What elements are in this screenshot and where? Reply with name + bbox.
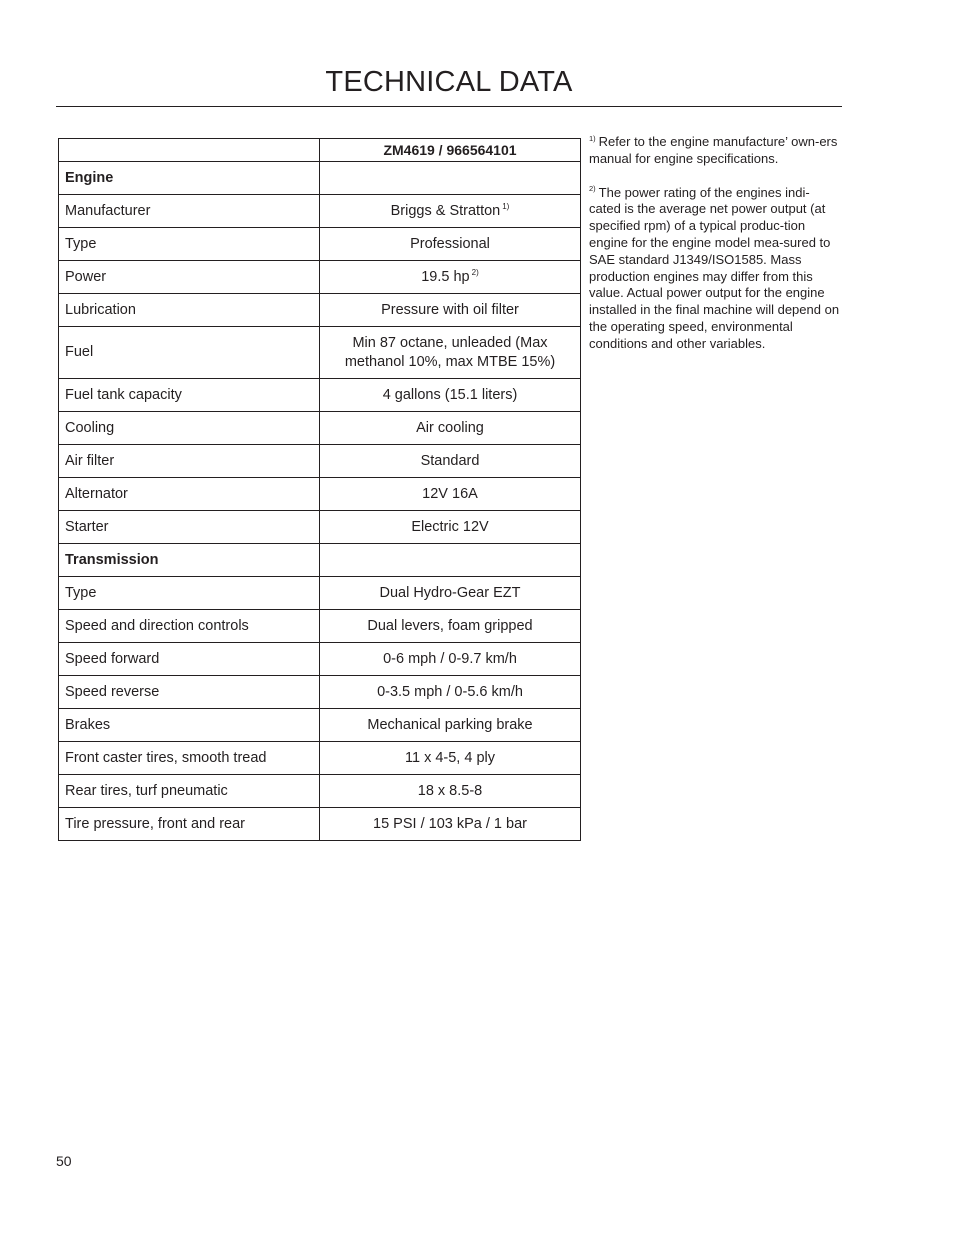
page-title: TECHNICAL DATA bbox=[325, 66, 573, 98]
row-value bbox=[320, 162, 581, 195]
table-row bbox=[59, 228, 581, 261]
section-label: Engine bbox=[59, 162, 320, 195]
row-label: Tire pressure, front and rear bbox=[59, 808, 320, 841]
row-value: Min 87 octane, unleaded (Max methanol 10%, max MTBE 15%) bbox=[320, 327, 581, 379]
table-row bbox=[59, 478, 581, 511]
row-label: Air filter bbox=[59, 445, 320, 478]
row-label: Cooling bbox=[59, 412, 320, 445]
title-divider bbox=[56, 106, 842, 107]
row-label: Front caster tires, smooth tread bbox=[59, 742, 320, 775]
row-label: Type bbox=[59, 577, 320, 610]
table-row bbox=[59, 808, 581, 841]
row-value: 19.5 hp bbox=[421, 268, 470, 285]
section-label: Transmission bbox=[59, 544, 320, 577]
table-row-transmission-section bbox=[59, 544, 581, 577]
row-value: Professional bbox=[320, 228, 581, 261]
row-label: Speed forward bbox=[59, 643, 320, 676]
row-value: Electric 12V bbox=[320, 511, 581, 544]
table-row bbox=[59, 261, 581, 294]
table-row bbox=[59, 709, 581, 742]
row-value bbox=[320, 544, 581, 577]
row-label: Type bbox=[59, 228, 320, 261]
row-value: Dual Hydro-Gear EZT bbox=[320, 577, 581, 610]
row-value: Mechanical parking brake bbox=[320, 709, 581, 742]
footnote-ref: 1) bbox=[502, 201, 510, 211]
table-row-engine-section bbox=[59, 162, 581, 195]
row-value-cell bbox=[320, 195, 581, 228]
technical-data-table bbox=[58, 138, 581, 841]
row-label: Rear tires, turf pneumatic bbox=[59, 775, 320, 808]
header-label-cell bbox=[59, 139, 320, 162]
row-label: Lubrication bbox=[59, 294, 320, 327]
footnote-ref: 2) bbox=[471, 267, 479, 277]
footnotes bbox=[589, 134, 841, 370]
row-value: Dual levers, foam gripped bbox=[320, 610, 581, 643]
row-value: 0-3.5 mph / 0-5.6 km/h bbox=[320, 676, 581, 709]
footnote-2 bbox=[589, 185, 841, 353]
table-row bbox=[59, 195, 581, 228]
table-row bbox=[59, 643, 581, 676]
row-label: Fuel bbox=[59, 327, 320, 379]
row-label: Fuel tank capacity bbox=[59, 379, 320, 412]
row-value: Pressure with oil filter bbox=[320, 294, 581, 327]
row-value: 4 gallons (15.1 liters) bbox=[320, 379, 581, 412]
row-value: Air cooling bbox=[320, 412, 581, 445]
row-label: Starter bbox=[59, 511, 320, 544]
row-label: Manufacturer bbox=[59, 195, 320, 228]
table-row bbox=[59, 511, 581, 544]
table-header-row bbox=[59, 139, 581, 162]
row-label: Brakes bbox=[59, 709, 320, 742]
row-value: 0-6 mph / 0-9.7 km/h bbox=[320, 643, 581, 676]
row-label: Speed and direction controls bbox=[59, 610, 320, 643]
table-row bbox=[59, 327, 581, 379]
table-row bbox=[59, 742, 581, 775]
footnote-marker: 1) bbox=[589, 133, 596, 143]
page-number: 50 bbox=[56, 1153, 72, 1169]
table-row bbox=[59, 775, 581, 808]
row-value: Briggs & Stratton bbox=[390, 202, 501, 219]
model-number-cell: ZM4619 / 966564101 bbox=[320, 139, 581, 162]
row-label: Power bbox=[59, 261, 320, 294]
row-value: 18 x 8.5-8 bbox=[320, 775, 581, 808]
table-row bbox=[59, 577, 581, 610]
table-row bbox=[59, 445, 581, 478]
row-value: 11 x 4-5, 4 ply bbox=[320, 742, 581, 775]
row-value-cell bbox=[320, 261, 581, 294]
footnote-1 bbox=[589, 134, 841, 168]
row-label: Speed reverse bbox=[59, 676, 320, 709]
footnote-text: The power rating of the engines indi-cated is the average net power output (at specified rpm) of a typical produc-tion engine for the engine model mea-sured to SAE standard J1349/ISO1585. Mass production engines may differ from this value. Actual power output for the engine installed in the final machine will depend on the operating speed, environmental conditions and other variables. bbox=[589, 184, 840, 351]
table-row bbox=[59, 294, 581, 327]
table-row bbox=[59, 610, 581, 643]
table-row bbox=[59, 379, 581, 412]
footnote-text: Refer to the engine manufacture’ own-ers manual for engine specifications. bbox=[589, 134, 838, 166]
row-value: 15 PSI / 103 kPa / 1 bar bbox=[320, 808, 581, 841]
footnote-marker: 2) bbox=[589, 184, 596, 194]
table-row bbox=[59, 676, 581, 709]
table-row bbox=[59, 412, 581, 445]
row-label: Alternator bbox=[59, 478, 320, 511]
row-value: 12V 16A bbox=[320, 478, 581, 511]
row-value: Standard bbox=[320, 445, 581, 478]
